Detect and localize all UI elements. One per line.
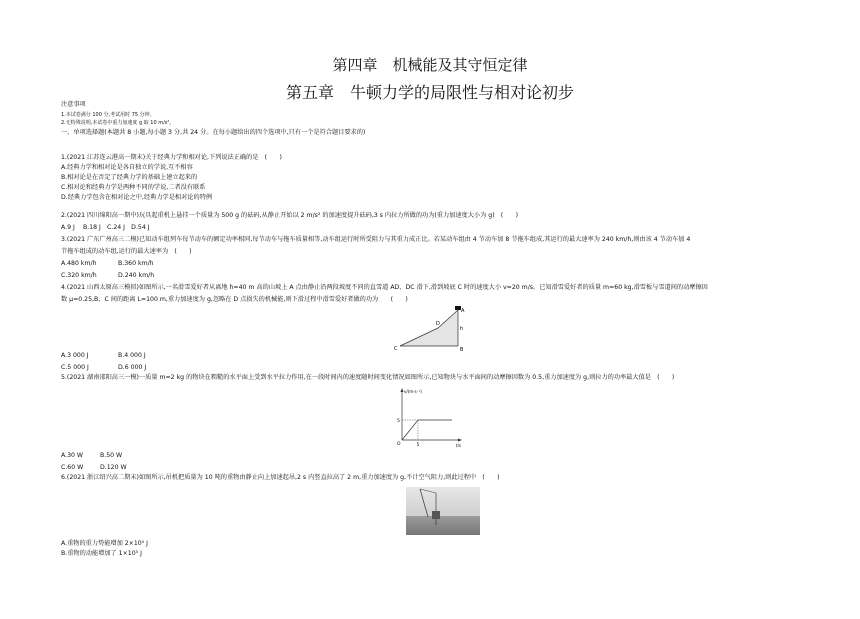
q1-stem: 1.(2021 江苏连云港高一期末)关于经典力学和相对论,下列说法正确的是 ( ): [61, 154, 282, 161]
x-axis-arrow: [458, 439, 462, 442]
x-axis-label: t/s: [456, 443, 461, 448]
q5-option-a: A.30 W: [61, 452, 84, 459]
label-h: h: [460, 326, 464, 332]
q2-stem: 2.(2021 四川绵阳高一期中)玩具起重机上悬挂一个质量为 500 g 的砝码,从静止开始以 2 m/s² 的加速度提升砝码,3 s 内拉力所做的功为(重力加速度大小为 g) ( ): [61, 212, 518, 219]
q4-slope-figure: [392, 304, 472, 352]
q4-stem-line-1: 4.(2021 山西太原高三模拟)如图所示,一名滑雪爱好者从离地 h=40 m 高的山坡上 A 点由静止沿两段坡度不同的直雪道 AD、DC 滑下,滑到坡底 C 时的速度大小 v=20 m/s。已知滑雪爱好者的质量 m=60 kg,滑雪板与雪道间的动摩擦因: [61, 284, 708, 291]
x-tick-5: 5: [416, 443, 420, 448]
q4-option-a: A.3 000 J: [61, 352, 89, 359]
q3-option-a: A.480 km/h: [61, 260, 97, 267]
q1-option-d: D.经典力学包含在相对论之中,经典力学是相对论的特例: [61, 194, 213, 201]
q5-option-b: B.50 W: [100, 452, 123, 459]
q4-option-c: C.5 000 J: [61, 364, 89, 371]
crane-photo: [406, 487, 480, 535]
q2-options: A.9 J B.18 J C.24 J D.54 J: [61, 224, 150, 231]
q6-option-a: A.重物的重力势能增加 2×10⁵ J: [61, 540, 149, 547]
chapter-5-title: 第五章 牛顿力学的局限性与相对论初步: [285, 83, 574, 102]
notes-item-2: 2.无特殊说明,本试卷中重力加速度 g 取 10 m/s²。: [61, 120, 175, 126]
q3-option-c: C.320 km/h: [61, 272, 97, 279]
q5-option-c: C.60 W: [61, 464, 84, 471]
section-1-heading: 一、单项选择题(本题共 8 小题,每小题 3 分,共 24 分。在每小题给出的四个选项中,只有一个是符合题目要求的): [61, 129, 366, 136]
label-a: A: [461, 308, 465, 314]
label-d: D: [436, 321, 440, 327]
q6-stem: 6.(2021 浙江绍兴高二期末)如图所示,吊机把质量为 10 吨的重物由静止向上加速起吊,2 s 内竖直拉高了 2 m,重力加速度为 g,不计空气阻力,则此过程中 ( ): [61, 474, 500, 481]
q5-stem: 5.(2021 湖南邵阳高三一模)一质量 m=2 kg 的物块在粗糙的水平面上受到水平拉力作用,在一段时间内的速度随时间变化情况如图所示,已知物块与水平面间的动摩擦因数为 0.5,重力加速度为 g,则拉力的功率最大值是 ( ): [61, 374, 675, 381]
q6-option-b: B.重物的动能增加了 1×10⁵ J: [61, 550, 142, 557]
q3-option-b: B.360 km/h: [118, 260, 154, 267]
q1-option-b: B.相对论是在否定了经典力学的基础上建立起来的: [61, 174, 198, 181]
vt-rise: [402, 420, 418, 440]
label-b: B: [460, 347, 464, 353]
q1-option-a: A.经典力学和相对论是各自独立的学说,互不相容: [61, 164, 193, 171]
y-axis-label: v/(m·s⁻¹): [404, 389, 422, 394]
q5-option-d: D.120 W: [100, 464, 127, 471]
origin-label: O: [397, 442, 401, 447]
q4-option-d: D.6 000 J: [118, 364, 147, 371]
label-c: C: [394, 346, 398, 352]
q1-option-c: C.相对论和经典力学是两种不同的学说,二者没有联系: [61, 184, 206, 191]
q4-stem-line-2: 数 μ=0.25,B、C 间的距离 L=100 m,重力加速度为 g,忽略在 D 点损失的机械能,则下滑过程中滑雪爱好者做的功为 ( ): [61, 296, 408, 303]
q3-stem-line-1: 3.(2021 广东广州高三二模)已知动车组列车每节动车的额定功率相同,每节动车与拖车质量相等,动车组运行时所受阻力与其重力成正比。若某动车组由 4 节动车加 8 节拖车组成,其运行的最大速率为 240 km/h,则由该 4 节动车加 4: [61, 236, 691, 243]
chapter-4-title: 第四章 机械能及其守恒定律: [332, 56, 528, 74]
crane-icon: [406, 487, 480, 535]
q5-vt-graph: [392, 386, 464, 448]
notes-heading: 注意事项: [61, 101, 86, 108]
q4-option-b: B.4 000 J: [118, 352, 146, 359]
slope-fill: [400, 310, 458, 346]
q3-stem-line-2: 节拖车组成的动车组,运行的最大速率为 ( ): [61, 248, 192, 255]
y-tick-5: 5: [397, 419, 400, 424]
q3-option-d: D.240 km/h: [118, 272, 155, 279]
notes-item-1: 1.本试卷满分 100 分,考试用时 75 分钟。: [61, 112, 155, 118]
